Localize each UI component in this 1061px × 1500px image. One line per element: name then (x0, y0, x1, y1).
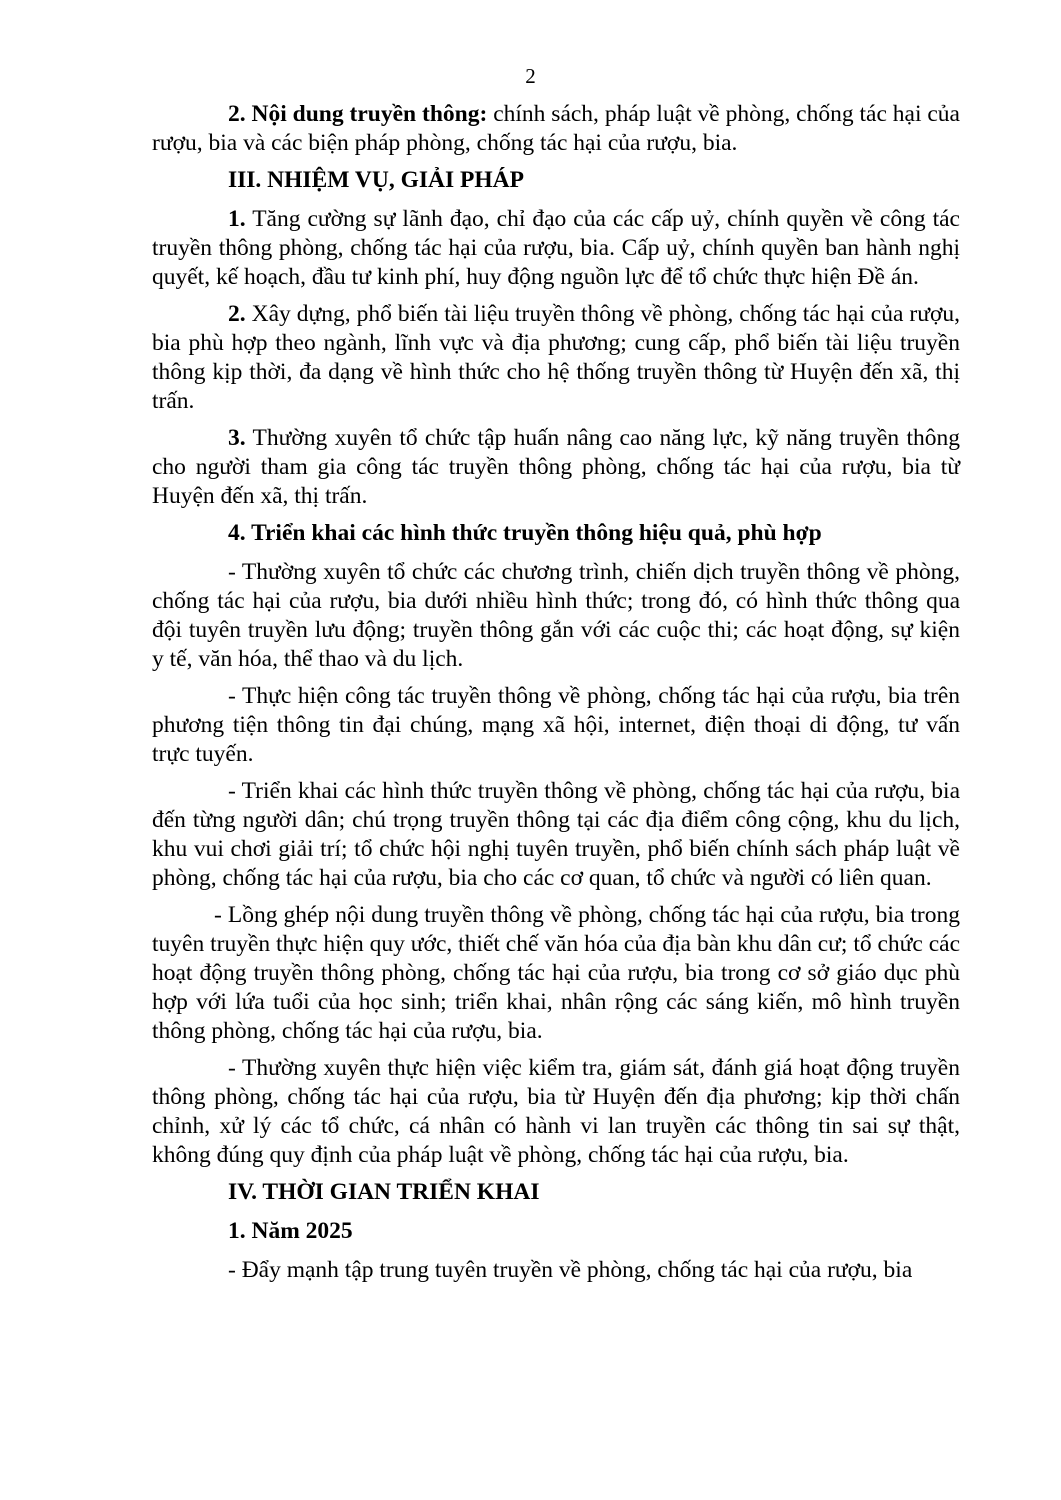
bullet-paragraph: - Thực hiện công tác truyền thông về phòng, chống tác hại của rượu, bia trên phương tiện thông tin đại chúng, mạng xã hội, internet, điện thoại di động, tư vấn trực tuyến. (152, 683, 960, 767)
bullet-paragraph: - Thường xuyên thực hiện việc kiểm tra, giám sát, đánh giá hoạt động truyền thông phòng, chống tác hại của rượu, bia từ Huyện đến địa phương; kịp thời chấn chỉnh, xử lý các tổ chức, cá nhân có hành vi lan truyền các thông tin sai sự thật, không đúng quy định của pháp luật về phòng, chống tác hại của rượu, bia. (152, 1055, 960, 1168)
task-paragraph-1 (152, 205, 960, 292)
task-number-3: 3. (228, 425, 246, 451)
task-heading-4: 4. Triển khai các hình thức truyền thông hiệu quả, phù hợp (228, 520, 822, 546)
bullet-paragraph: - Thường xuyên tổ chức các chương trình, chiến dịch truyền thông về phòng, chống tác hại của rượu, bia dưới nhiều hình thức; trong đó, có hình thức thông qua đội tuyên truyền lưu động; truyền thông gắn với các cuộc thi; các hoạt động, sự kiện y tế, văn hóa, thể thao và du lịch. (152, 559, 960, 672)
content-text: chính sách, pháp luật về phòng, chống tác hại của rượu, bia và các biện pháp phòng, chống tác hại của rượu, bia. (152, 101, 960, 156)
bullet-paragraph: - Lồng ghép nội dung truyền thông về phòng, chống tác hại của rượu, bia trong tuyên truyền thực hiện quy ước, thiết chế văn hóa của địa bàn khu dân cư; tổ chức các hoạt động truyền thông phòng, chống tác hại của rượu, bia trong cơ sở giáo dục phù hợp với lứa tuổi của học sinh; triển khai, nhân rộng các sáng kiến, mô hình truyền thông phòng, chống tác hại của rượu, bia. (152, 902, 960, 1044)
page-number: 2 (525, 64, 536, 88)
section-heading-tasks: III. NHIỆM VỤ, GIẢI PHÁP (228, 167, 524, 193)
section-heading-timeline: IV. THỜI GIAN TRIỂN KHAI (228, 1179, 540, 1205)
content-label: 2. Nội dung truyền thông: (228, 101, 488, 127)
task-text-2: Xây dựng, phổ biến tài liệu truyền thông về phòng, chống tác hại của rượu, bia phù hợp theo ngành, lĩnh vực và địa phương; cung cấp, phổ biến tài liệu truyền thông kịp thời, đa dạng về hình thức cho hệ thống truyền thông từ Huyện đến xã, thị trấn. (152, 301, 960, 414)
task-text-3: Thường xuyên tổ chức tập huấn nâng cao năng lực, kỹ năng truyền thông cho người tham gia công tác truyền thông phòng, chống tác hại của rượu, bia từ Huyện đến xã, thị trấn. (152, 425, 960, 509)
document-body (152, 100, 960, 1293)
task-paragraph-3 (152, 424, 960, 511)
task-paragraph-2 (152, 300, 960, 416)
bullet-paragraph: - Triển khai các hình thức truyền thông về phòng, chống tác hại của rượu, bia đến từng người dân; chú trọng truyền thông tại các địa điểm công cộng, khu du lịch, khu vui chơi giải trí; tổ chức hội nghị tuyên truyền, phổ biến chính sách pháp luật về phòng, chống tác hại của rượu, bia cho các cơ quan, tổ chức và người có liên quan. (152, 778, 960, 891)
task-number-1: 1. (228, 206, 246, 232)
timeline-subheading-2025: 1. Năm 2025 (228, 1218, 353, 1244)
task-text-1: Tăng cường sự lãnh đạo, chỉ đạo của các cấp uỷ, chính quyền về công tác truyền thông phòng, chống tác hại của rượu, bia. Cấp uỷ, chính quyền ban hành nghị quyết, kế hoạch, đầu tư kinh phí, huy động nguồn lực để tổ chức thực hiện Đề án. (152, 206, 960, 290)
task-number-2: 2. (228, 301, 246, 327)
bullet-paragraph: - Đẩy mạnh tập trung tuyên truyền về phòng, chống tác hại của rượu, bia (228, 1257, 913, 1283)
content-paragraph (152, 100, 960, 158)
